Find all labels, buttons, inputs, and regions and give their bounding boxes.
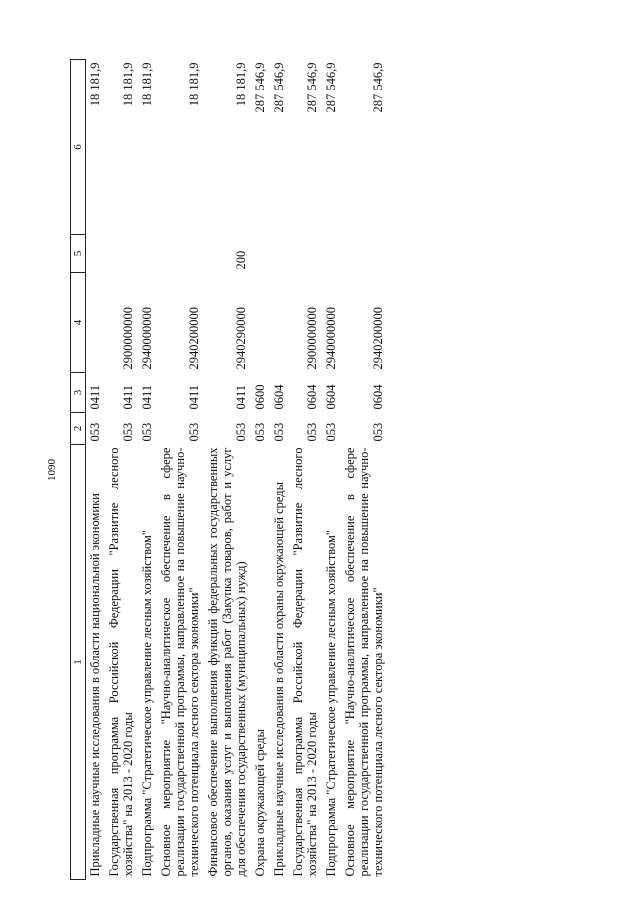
row-target-code: 2940200000 — [187, 307, 201, 370]
row-expense-code — [322, 235, 341, 273]
row-section-code: 0604 — [272, 384, 286, 410]
row-expense-code — [86, 235, 106, 273]
row-amount: 18 181,9 — [234, 62, 248, 107]
row-target-code: 2900000000 — [305, 307, 319, 370]
column-header-2: 2 — [71, 413, 86, 445]
row-target-code: 2900000000 — [121, 307, 135, 370]
row-ministry-code: 053 — [121, 422, 135, 442]
row-amount: 287 546,9 — [305, 62, 319, 113]
table-row — [322, 60, 341, 880]
column-header-3: 3 — [71, 373, 86, 413]
row-target-code — [251, 273, 270, 373]
row-name: Прикладные научные исследования в области охраны окружающей среды — [272, 482, 286, 877]
row-section-code: 0604 — [371, 384, 385, 410]
row-target-code: 2940000000 — [140, 307, 154, 370]
table-row — [341, 60, 388, 880]
row-ministry-code: 053 — [140, 422, 154, 442]
row-name: Финансовое обеспечение выполнения функций федеральных государственных органов, оказания услуг и выполнения работ (Закупка товаров, работ и услуг для обеспечения государственных (муниципальных) нужд) — [206, 447, 248, 877]
row-section-code: 0411 — [121, 384, 135, 410]
row-ministry-code: 053 — [88, 422, 102, 442]
row-amount: 287 546,9 — [371, 62, 385, 113]
table-row — [270, 60, 289, 880]
row-amount: 18 181,9 — [88, 62, 102, 107]
table-row — [105, 60, 138, 880]
row-expense-code — [138, 235, 157, 273]
row-section-code: 0604 — [324, 384, 338, 410]
row-ministry-code: 053 — [371, 422, 385, 442]
row-ministry-code: 053 — [305, 422, 319, 442]
row-amount: 18 181,9 — [187, 62, 201, 107]
table-row — [289, 60, 322, 880]
row-name: Подпрограмма "Стратегическое управление лесным хозяйством" — [140, 529, 154, 877]
page-number: 1090 — [46, 459, 58, 481]
row-target-code — [270, 273, 289, 373]
row-expense-code — [105, 235, 138, 273]
column-header-5: 5 — [71, 235, 86, 273]
row-amount: 18 181,9 — [121, 62, 135, 107]
row-section-code: 0604 — [305, 384, 319, 410]
row-section-code: 0411 — [88, 384, 102, 410]
row-amount: 287 546,9 — [253, 62, 267, 113]
table-row — [251, 60, 270, 880]
row-name: Государственная программа Российской Федерации "Развитие лесного хозяйства" на 2013 - 2020 годы — [291, 447, 319, 877]
row-amount: 18 181,9 — [140, 62, 154, 107]
row-expense-code — [270, 235, 289, 273]
row-ministry-code: 053 — [253, 422, 267, 442]
table-body — [86, 60, 389, 880]
table-row — [157, 60, 204, 880]
row-target-code: 2940000000 — [324, 307, 338, 370]
row-ministry-code: 053 — [324, 422, 338, 442]
row-expense-code — [251, 235, 270, 273]
row-section-code: 0600 — [253, 384, 267, 410]
row-target-code: 2940290000 — [234, 307, 248, 370]
row-section-code: 0411 — [187, 384, 201, 410]
row-expense-code — [157, 235, 204, 273]
column-header-1: 1 — [71, 445, 86, 880]
row-amount: 287 546,9 — [272, 62, 286, 113]
table-row — [138, 60, 157, 880]
table-row — [86, 60, 106, 880]
rotated-page — [46, 60, 606, 880]
row-amount: 287 546,9 — [324, 62, 338, 113]
row-ministry-code: 053 — [234, 422, 248, 442]
row-expense-code — [289, 235, 322, 273]
column-header-4: 4 — [71, 273, 86, 373]
row-name: Государственная программа Российской Федерации "Развитие лесного хозяйства" на 2013 - 2020 годы — [107, 447, 135, 877]
row-expense-code: 200 — [234, 250, 248, 270]
header-row — [71, 60, 86, 880]
row-target-code — [86, 273, 106, 373]
row-section-code: 0411 — [234, 384, 248, 410]
row-target-code: 2940200000 — [371, 307, 385, 370]
row-name: Охрана окружающей среды — [253, 729, 267, 877]
column-header-6: 6 — [71, 60, 86, 235]
row-name: Основное мероприятие "Научно-аналитическое обеспечение в сфере реализации государственной программы, направленное на повышение научно-технического потенциала лесного сектора экономики" — [343, 447, 385, 877]
row-name: Прикладные научные исследования в области национальной экономики — [88, 493, 102, 877]
row-expense-code — [341, 235, 388, 273]
row-section-code: 0411 — [140, 384, 154, 410]
row-ministry-code: 053 — [187, 422, 201, 442]
table-row — [204, 60, 251, 880]
row-ministry-code: 053 — [272, 422, 286, 442]
row-name: Подпрограмма "Стратегическое управление лесным хозяйством" — [324, 529, 338, 877]
budget-table — [70, 59, 388, 880]
row-name: Основное мероприятие "Научно-аналитическое обеспечение в сфере реализации государственной программы, направленное на повышение научно-технического потенциала лесного сектора экономики" — [159, 447, 201, 877]
